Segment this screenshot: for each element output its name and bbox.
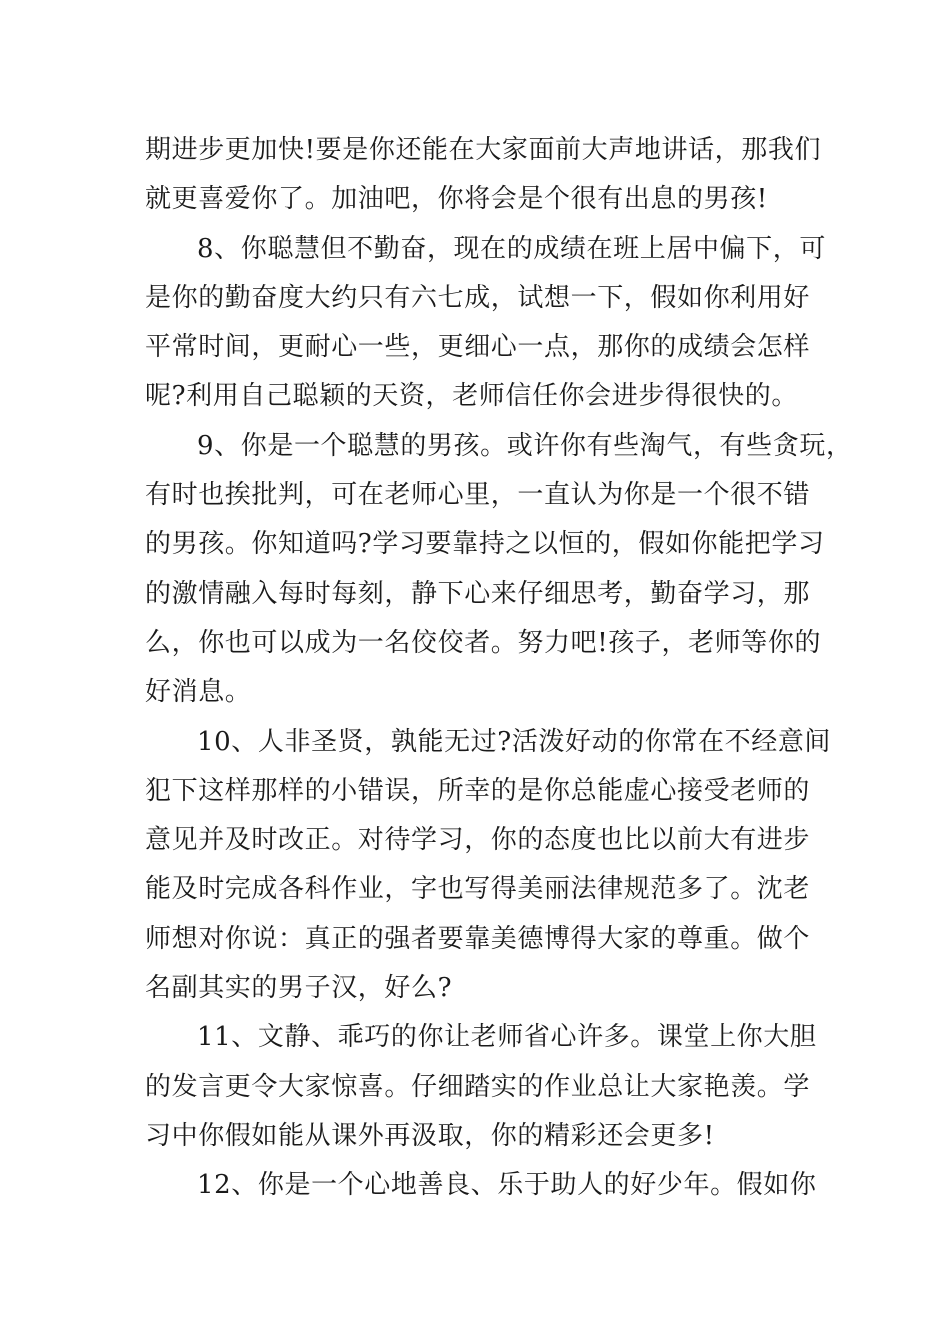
document-body	[145, 126, 853, 1211]
text-line: 有时也挨批判，可在老师心里，一直认为你是一个很不错	[145, 480, 811, 511]
text-line: 名副其实的男子汉，好么?	[145, 973, 453, 1004]
text-line: 呢?利用自己聪颖的天资，老师信任你会进步得很快的。	[145, 381, 798, 412]
text-line: 的激情融入每时每刻，静下心来仔细思考，勤奋学习，那	[145, 578, 811, 609]
paragraph-start-line: 11、文静、乖巧的你让老师省心许多。课堂上你大胆	[197, 1022, 817, 1053]
text-line: 是你的勤奋度大约只有六七成，试想一下，假如你利用好	[145, 282, 811, 313]
text-line: 么，你也可以成为一名佼佼者。努力吧!孩子，老师等你的	[145, 627, 822, 658]
text-line: 师想对你说：真正的强者要靠美德博得大家的尊重。做个	[145, 923, 811, 954]
text-line: 的男孩。你知道吗?学习要靠持之以恒的，假如你能把学习	[145, 529, 825, 560]
paragraph-start-line: 8、你聪慧但不勤奋，现在的成绩在班上居中偏下，可	[197, 233, 826, 264]
paragraph-start-line: 12、你是一个心地善良、乐于助人的好少年。假如你	[197, 1170, 817, 1201]
text-line: 意见并及时改正。对待学习，你的态度也比以前大有进步	[145, 825, 811, 856]
text-line: 犯下这样那样的小错误，所幸的是你总能虚心接受老师的	[145, 775, 811, 806]
text-line: 好消息。	[145, 677, 252, 708]
text-line: 平常时间，更耐心一些，更细心一点，那你的成绩会怎样	[145, 332, 811, 363]
text-line: 习中你假如能从课外再汲取，你的精彩还会更多!	[145, 1120, 715, 1151]
text-line: 期进步更加快!要是你还能在大家面前大声地讲话，那我们	[145, 135, 822, 165]
paragraph-start-line: 10、人非圣贤，孰能无过?活泼好动的你常在不经意间	[197, 726, 832, 757]
text-line: 就更喜爱你了。加油吧，你将会是个很有出息的男孩!	[145, 184, 768, 215]
paragraph-start-line: 9、你是一个聪慧的男孩。或许你有些淘气，有些贪玩，	[197, 430, 853, 461]
text-line: 能及时完成各科作业，字也写得美丽法律规范多了。沈老	[145, 874, 811, 905]
text-line: 的发言更令大家惊喜。仔细踏实的作业总让大家艳羡。学	[145, 1071, 811, 1102]
